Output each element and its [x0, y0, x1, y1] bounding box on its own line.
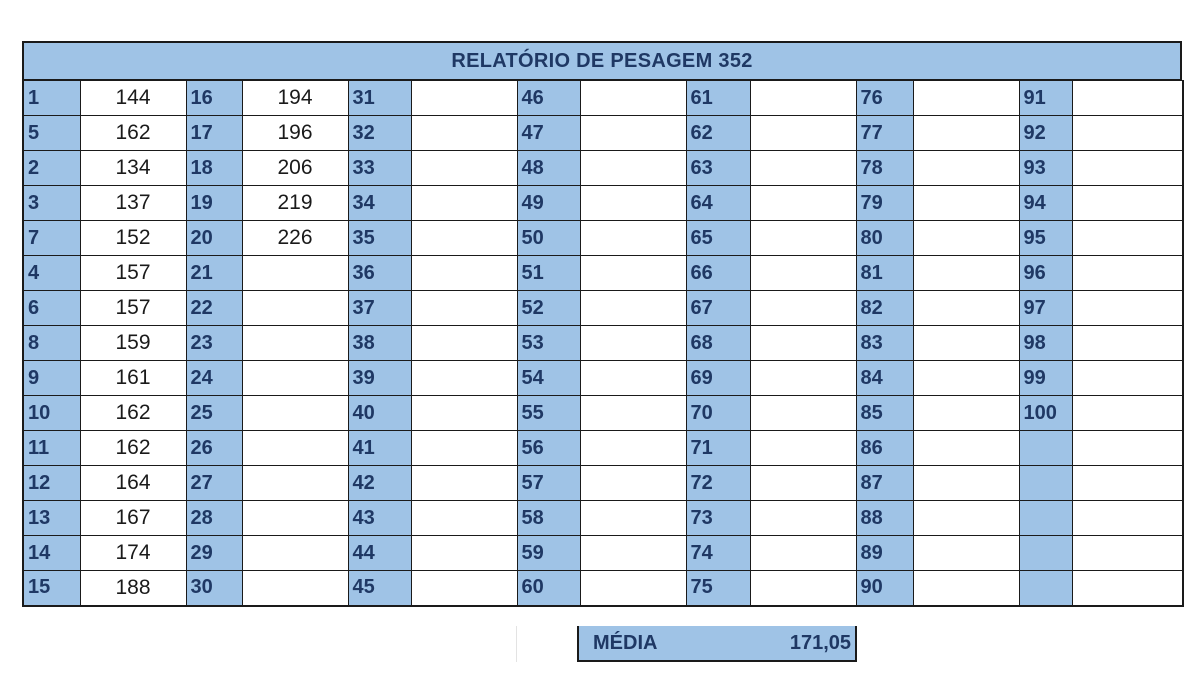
weight-value-cell[interactable]	[411, 431, 517, 466]
animal-number-cell: 20	[186, 221, 242, 256]
animal-number-cell: 15	[23, 571, 80, 606]
table-row	[23, 466, 1183, 501]
weight-value-cell[interactable]: 162	[80, 396, 186, 431]
weight-value-cell[interactable]	[750, 186, 856, 221]
weight-value-cell[interactable]: 188	[80, 571, 186, 606]
weight-value-cell[interactable]	[750, 361, 856, 396]
animal-number-cell	[1019, 466, 1072, 501]
animal-number-cell: 49	[517, 186, 580, 221]
weight-value-cell[interactable]	[242, 536, 348, 571]
weight-value-cell[interactable]	[411, 221, 517, 256]
animal-number-cell	[1019, 501, 1072, 536]
table-row	[23, 361, 1183, 396]
animal-number-cell: 99	[1019, 361, 1072, 396]
animal-number-cell: 59	[517, 536, 580, 571]
weight-value-cell[interactable]	[913, 326, 1019, 361]
weight-value-cell[interactable]: 144	[80, 81, 186, 116]
animal-number-cell: 23	[186, 326, 242, 361]
animal-number-cell: 77	[856, 116, 913, 151]
weight-value-cell[interactable]	[913, 151, 1019, 186]
average-value: 171,05	[789, 631, 851, 654]
cell-divider	[516, 626, 517, 662]
animal-number-cell: 44	[348, 536, 411, 571]
animal-number-cell: 63	[686, 151, 750, 186]
animal-number-cell: 13	[23, 501, 80, 536]
weight-value-cell[interactable]	[1072, 221, 1183, 256]
report-title: RELATÓRIO DE PESAGEM 352	[22, 41, 1182, 80]
weight-value-cell[interactable]: 174	[80, 536, 186, 571]
animal-number-cell: 33	[348, 151, 411, 186]
weight-value-cell[interactable]	[411, 396, 517, 431]
animal-number-cell: 12	[23, 466, 80, 501]
animal-number-cell: 18	[186, 151, 242, 186]
table-row	[23, 501, 1183, 536]
weight-value-cell[interactable]	[580, 81, 686, 116]
weight-value-cell[interactable]: 134	[80, 151, 186, 186]
weight-value-cell[interactable]	[242, 571, 348, 606]
animal-number-cell: 57	[517, 466, 580, 501]
weight-value-cell[interactable]	[1072, 361, 1183, 396]
weight-value-cell[interactable]	[580, 466, 686, 501]
weight-value-cell[interactable]: 152	[80, 221, 186, 256]
animal-number-cell: 88	[856, 501, 913, 536]
weight-value-cell[interactable]: 219	[242, 186, 348, 221]
weight-value-cell[interactable]	[242, 466, 348, 501]
weight-value-cell[interactable]	[411, 291, 517, 326]
animal-number-cell: 35	[348, 221, 411, 256]
weight-value-cell[interactable]: 167	[80, 501, 186, 536]
animal-number-cell: 16	[186, 81, 242, 116]
weight-value-cell[interactable]	[1072, 536, 1183, 571]
animal-number-cell: 96	[1019, 256, 1072, 291]
weight-value-cell[interactable]	[242, 291, 348, 326]
weight-value-cell[interactable]	[1072, 116, 1183, 151]
animal-number-cell	[1019, 536, 1072, 571]
table-row	[23, 536, 1183, 571]
average-label: MÉDIA	[593, 631, 658, 654]
animal-number-cell: 69	[686, 361, 750, 396]
weight-value-cell[interactable]	[1072, 291, 1183, 326]
animal-number-cell: 65	[686, 221, 750, 256]
weight-value-cell[interactable]	[1072, 81, 1183, 116]
animal-number-cell: 61	[686, 81, 750, 116]
animal-number-cell: 87	[856, 466, 913, 501]
table-row	[23, 291, 1183, 326]
weight-value-cell[interactable]	[580, 221, 686, 256]
animal-number-cell	[1019, 431, 1072, 466]
animal-number-cell: 52	[517, 291, 580, 326]
animal-number-cell: 25	[186, 396, 242, 431]
animal-number-cell: 100	[1019, 396, 1072, 431]
animal-number-cell: 24	[186, 361, 242, 396]
weight-value-cell[interactable]	[1072, 501, 1183, 536]
weight-value-cell[interactable]	[411, 256, 517, 291]
animal-number-cell: 93	[1019, 151, 1072, 186]
weight-value-cell[interactable]	[580, 361, 686, 396]
animal-number-cell: 19	[186, 186, 242, 221]
animal-number-cell: 58	[517, 501, 580, 536]
weight-value-cell[interactable]	[242, 431, 348, 466]
animal-number-cell: 4	[23, 256, 80, 291]
weight-value-cell[interactable]	[1072, 571, 1183, 606]
weight-value-cell[interactable]	[580, 151, 686, 186]
weight-value-cell[interactable]	[411, 571, 517, 606]
animal-number-cell: 68	[686, 326, 750, 361]
animal-number-cell: 14	[23, 536, 80, 571]
weight-value-cell[interactable]	[913, 186, 1019, 221]
weight-value-cell[interactable]	[580, 571, 686, 606]
animal-number-cell: 50	[517, 221, 580, 256]
weight-value-cell[interactable]	[913, 396, 1019, 431]
animal-number-cell: 71	[686, 431, 750, 466]
animal-number-cell: 28	[186, 501, 242, 536]
table-row	[23, 116, 1183, 151]
animal-number-cell: 80	[856, 221, 913, 256]
animal-number-cell: 21	[186, 256, 242, 291]
animal-number-cell: 55	[517, 396, 580, 431]
animal-number-cell: 30	[186, 571, 242, 606]
animal-number-cell: 84	[856, 361, 913, 396]
animal-number-cell: 37	[348, 291, 411, 326]
animal-number-cell: 42	[348, 466, 411, 501]
weighing-table	[22, 80, 1184, 607]
weight-value-cell[interactable]	[913, 536, 1019, 571]
animal-number-cell: 5	[23, 116, 80, 151]
animal-number-cell: 38	[348, 326, 411, 361]
weight-value-cell[interactable]: 206	[242, 151, 348, 186]
weight-value-cell[interactable]	[411, 151, 517, 186]
animal-number-cell	[1019, 571, 1072, 606]
weighing-report-sheet	[22, 41, 1182, 607]
animal-number-cell: 7	[23, 221, 80, 256]
table-row	[23, 431, 1183, 466]
weight-value-cell[interactable]	[750, 466, 856, 501]
animal-number-cell: 3	[23, 186, 80, 221]
animal-number-cell: 9	[23, 361, 80, 396]
weight-value-cell[interactable]: 196	[242, 116, 348, 151]
animal-number-cell: 6	[23, 291, 80, 326]
animal-number-cell: 34	[348, 186, 411, 221]
animal-number-cell: 94	[1019, 186, 1072, 221]
animal-number-cell: 64	[686, 186, 750, 221]
weight-value-cell[interactable]	[750, 81, 856, 116]
weight-value-cell[interactable]	[580, 536, 686, 571]
animal-number-cell: 98	[1019, 326, 1072, 361]
table-row	[23, 151, 1183, 186]
animal-number-cell: 39	[348, 361, 411, 396]
animal-number-cell: 73	[686, 501, 750, 536]
weight-value-cell[interactable]	[913, 221, 1019, 256]
animal-number-cell: 91	[1019, 81, 1072, 116]
animal-number-cell: 47	[517, 116, 580, 151]
animal-number-cell: 22	[186, 291, 242, 326]
weight-value-cell[interactable]: 157	[80, 256, 186, 291]
weight-value-cell[interactable]	[242, 326, 348, 361]
weight-value-cell[interactable]	[580, 116, 686, 151]
animal-number-cell: 11	[23, 431, 80, 466]
weight-value-cell[interactable]	[411, 536, 517, 571]
animal-number-cell: 81	[856, 256, 913, 291]
weight-value-cell[interactable]	[750, 291, 856, 326]
weight-value-cell[interactable]: 157	[80, 291, 186, 326]
weight-value-cell[interactable]	[580, 256, 686, 291]
weight-value-cell[interactable]	[242, 501, 348, 536]
animal-number-cell: 27	[186, 466, 242, 501]
weight-value-cell[interactable]	[750, 151, 856, 186]
animal-number-cell: 78	[856, 151, 913, 186]
weight-value-cell[interactable]: 162	[80, 431, 186, 466]
animal-number-cell: 90	[856, 571, 913, 606]
animal-number-cell: 75	[686, 571, 750, 606]
weight-value-cell[interactable]	[750, 221, 856, 256]
animal-number-cell: 83	[856, 326, 913, 361]
animal-number-cell: 41	[348, 431, 411, 466]
weight-value-cell[interactable]	[750, 431, 856, 466]
animal-number-cell: 62	[686, 116, 750, 151]
weight-value-cell[interactable]	[750, 326, 856, 361]
weight-value-cell[interactable]: 226	[242, 221, 348, 256]
animal-number-cell: 17	[186, 116, 242, 151]
animal-number-cell: 8	[23, 326, 80, 361]
average-box	[577, 626, 857, 662]
weight-value-cell[interactable]	[411, 466, 517, 501]
weight-value-cell[interactable]: 164	[80, 466, 186, 501]
weight-value-cell[interactable]	[750, 396, 856, 431]
weight-value-cell[interactable]	[580, 501, 686, 536]
animal-number-cell: 97	[1019, 291, 1072, 326]
animal-number-cell: 36	[348, 256, 411, 291]
weight-value-cell[interactable]: 194	[242, 81, 348, 116]
weight-value-cell[interactable]	[913, 466, 1019, 501]
animal-number-cell: 31	[348, 81, 411, 116]
weight-value-cell[interactable]	[411, 116, 517, 151]
animal-number-cell: 70	[686, 396, 750, 431]
animal-number-cell: 29	[186, 536, 242, 571]
table-row	[23, 326, 1183, 361]
weight-value-cell[interactable]	[411, 326, 517, 361]
animal-number-cell: 76	[856, 81, 913, 116]
weight-value-cell[interactable]: 161	[80, 361, 186, 396]
table-row	[23, 81, 1183, 116]
weight-value-cell[interactable]	[580, 186, 686, 221]
weight-value-cell[interactable]	[750, 256, 856, 291]
weight-value-cell[interactable]: 159	[80, 326, 186, 361]
weight-value-cell[interactable]	[913, 361, 1019, 396]
animal-number-cell: 95	[1019, 221, 1072, 256]
weight-value-cell[interactable]	[1072, 151, 1183, 186]
weight-value-cell[interactable]	[913, 116, 1019, 151]
weight-value-cell[interactable]	[242, 396, 348, 431]
weight-value-cell[interactable]	[1072, 186, 1183, 221]
animal-number-cell: 86	[856, 431, 913, 466]
animal-number-cell: 85	[856, 396, 913, 431]
weight-value-cell[interactable]: 162	[80, 116, 186, 151]
weight-value-cell[interactable]	[750, 501, 856, 536]
table-row	[23, 256, 1183, 291]
weight-value-cell[interactable]	[750, 571, 856, 606]
weight-value-cell[interactable]	[411, 81, 517, 116]
animal-number-cell: 74	[686, 536, 750, 571]
table-row	[23, 396, 1183, 431]
weight-value-cell[interactable]	[913, 571, 1019, 606]
table-row	[23, 221, 1183, 256]
animal-number-cell: 89	[856, 536, 913, 571]
weight-value-cell[interactable]	[411, 186, 517, 221]
animal-number-cell: 66	[686, 256, 750, 291]
animal-number-cell: 53	[517, 326, 580, 361]
weight-value-cell[interactable]	[1072, 466, 1183, 501]
animal-number-cell: 56	[517, 431, 580, 466]
animal-number-cell: 10	[23, 396, 80, 431]
animal-number-cell: 92	[1019, 116, 1072, 151]
animal-number-cell: 51	[517, 256, 580, 291]
weight-value-cell[interactable]	[411, 361, 517, 396]
table-row	[23, 186, 1183, 221]
weight-value-cell[interactable]	[913, 256, 1019, 291]
weight-value-cell[interactable]	[750, 536, 856, 571]
weight-value-cell[interactable]	[1072, 256, 1183, 291]
animal-number-cell: 46	[517, 81, 580, 116]
weight-value-cell[interactable]	[913, 431, 1019, 466]
animal-number-cell: 48	[517, 151, 580, 186]
animal-number-cell: 54	[517, 361, 580, 396]
weight-value-cell[interactable]	[913, 501, 1019, 536]
weight-value-cell[interactable]	[750, 116, 856, 151]
weight-value-cell[interactable]	[1072, 396, 1183, 431]
animal-number-cell: 82	[856, 291, 913, 326]
table-row	[23, 571, 1183, 606]
weight-value-cell[interactable]	[242, 256, 348, 291]
animal-number-cell: 40	[348, 396, 411, 431]
animal-number-cell: 45	[348, 571, 411, 606]
animal-number-cell: 60	[517, 571, 580, 606]
weight-value-cell[interactable]	[242, 361, 348, 396]
animal-number-cell: 79	[856, 186, 913, 221]
weight-value-cell[interactable]: 137	[80, 186, 186, 221]
weight-value-cell[interactable]	[580, 326, 686, 361]
animal-number-cell: 72	[686, 466, 750, 501]
animal-number-cell: 32	[348, 116, 411, 151]
weight-value-cell[interactable]	[580, 431, 686, 466]
weight-value-cell[interactable]	[411, 501, 517, 536]
weight-value-cell[interactable]	[913, 81, 1019, 116]
weight-value-cell[interactable]	[580, 291, 686, 326]
animal-number-cell: 2	[23, 151, 80, 186]
animal-number-cell: 1	[23, 81, 80, 116]
animal-number-cell: 43	[348, 501, 411, 536]
weight-value-cell[interactable]	[1072, 431, 1183, 466]
weight-value-cell[interactable]	[580, 396, 686, 431]
weight-value-cell[interactable]	[1072, 326, 1183, 361]
animal-number-cell: 26	[186, 431, 242, 466]
weight-value-cell[interactable]	[913, 291, 1019, 326]
animal-number-cell: 67	[686, 291, 750, 326]
